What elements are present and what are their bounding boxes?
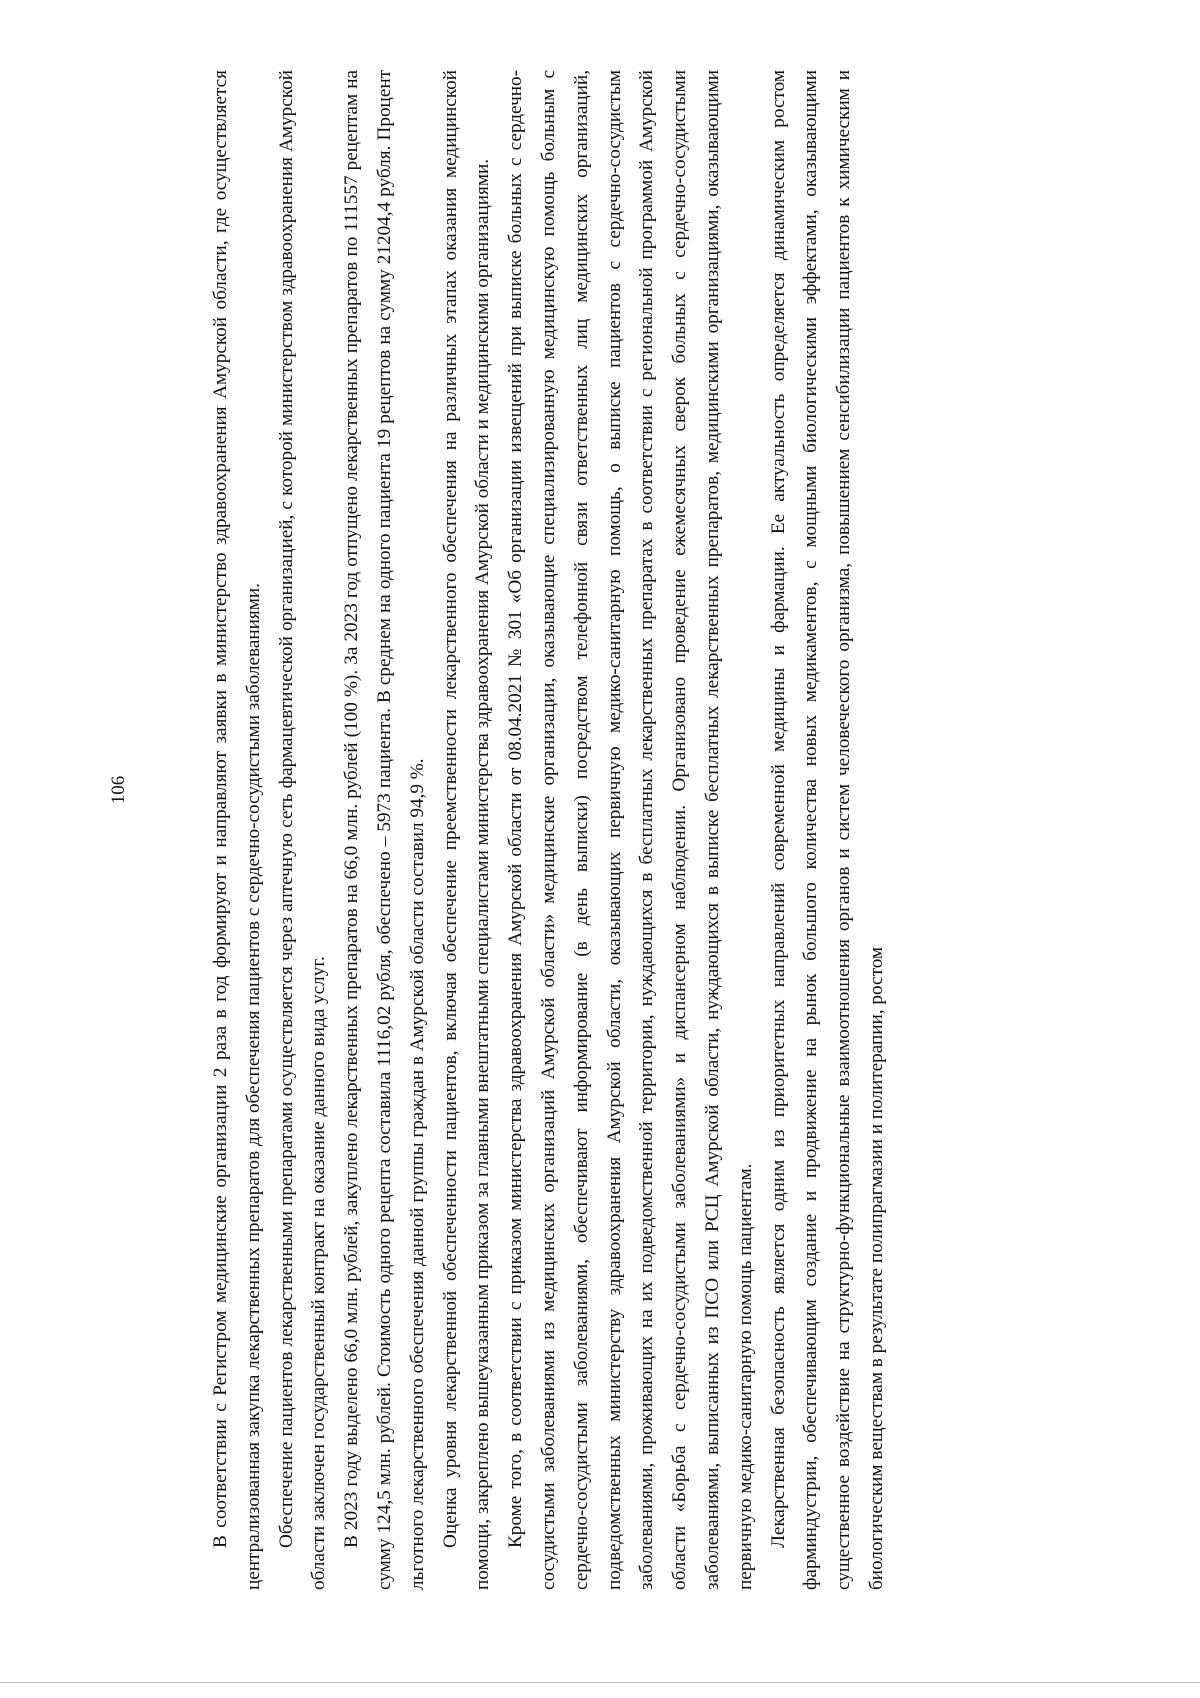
paragraph-funding-2023: В 2023 году выделено 66,0 млн. рублей, закуплено лекарственных препаратов на 66,0 млн. рублей (100 %). За 2023 год отпущено лекарственных препаратов по 111557 рецептам на сумму 124,5 млн. рублей. Стоимость одного рецепта составила 1116,02 рубля, обеспечено – 5973 пациента. В среднем на одного пациента 19 рецептов на сумму 21204,4 рубля. Процент льготного лекарственного обеспечения данной группы граждан в Амурской области составил 94,9 %.	[341, 70, 428, 1590]
paragraph-assessment: Оценка уровня лекарственной обеспеченности пациентов, включая обеспечение преемственности лекарственного обеспечения на различных этапах оказания медицинской помощи, закреплено вышеуказанным приказом за главными внештатными специалистами министерства здравоохранения Амурской области и медицинскими организациями.	[439, 70, 494, 1590]
paragraph-order-301: Кроме того, в соответствии с приказом министерства здравоохранения Амурской области от 08.04.2021 № 301 «Об организации извещений при выписке больных с сердечно-сосудистыми заболеваниями из медицинских организаций Амурской области» медицинские организации, оказывающие специализированную медицинскую помощь больным с сердечно-сосудистыми заболеваниями, обеспечивают информирование (в день выписки) посредством телефонной связи ответственных лиц медицинских организаций, подведомственных министерству здравоохранения Амурской области, оказывающих первичную медико-санитарную помощь, о выписке пациентов с сердечно-сосудистым заболеваниями, проживающих на их подведомственной территории, нуждающихся в бесплатных лекарственных препаратах в соответствии с региональной программой Амурской области «Борьба с сердечно-сосудистыми заболеваниями» и диспансерном наблюдении. Организовано проведение ежемесячных сверок больных с сердечно-сосудистыми заболеваниями, выписанных из ПСО или РСЦ Амурской области, нуждающихся в выписке бесплатных лекарственных препаратов, медицинскими организациями, оказывающими первичную медико-санитарную помощь пациентам.	[505, 70, 756, 1590]
scan-edge-line	[0, 1682, 1200, 1683]
paragraph-drug-safety: Лекарственная безопасность является одним из приоритетных направлений современной медицины и фармации. Ее актуальность определяется динамическим ростом фарминдустрии, обеспечивающим создание и продвижение на рынок большого количества новых медикаментов, с мощными биологическими эффектами, оказывающими существенное воздействие на структурно-функциональные взаимоотношения органов и систем человеческого организма, повышением сенсибилизации пациентов к химическим и биологическим веществам в результате полипрагмазии и политерапии, ростом	[767, 70, 887, 1590]
paragraph-pharmacy: Обеспечение пациентов лекарственными препаратами осуществляется через аптечную сеть фармацевтической организацией, с которой министерством здравоохранения Амурской области заключен государственный контракт на оказание данного вида услуг.	[275, 70, 330, 1590]
paragraph-registry: В соответствии с Регистром медицинские организации 2 раза в год формируют и направляют заявки в министерство здравоохранения Амурской области, где осуществляется централизованная закупка лекарственных препаратов для обеспечения пациентов с сердечно-сосудистыми заболеваниями.	[210, 70, 264, 1590]
page-number: 106	[108, 775, 129, 805]
document-body	[205, 70, 1005, 1590]
